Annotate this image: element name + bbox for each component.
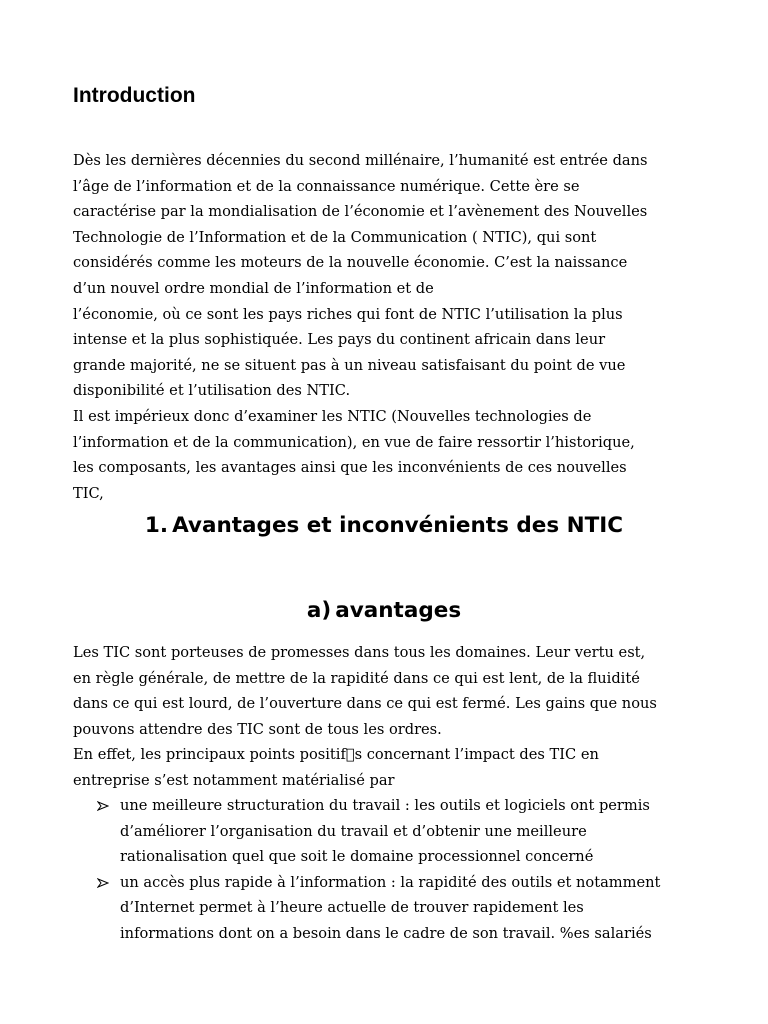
text-line: pouvons attendre des TIC sont de tous les ordres.	[73, 720, 442, 738]
bullet-list	[73, 793, 713, 947]
text-line: en règle générale, de mettre de la rapidité dans ce qui est lent, de la fluidité	[73, 669, 640, 687]
list-item	[73, 793, 713, 870]
text-line: l’âge de l’information et de la connaissance numérique. Cette ère se	[73, 177, 580, 195]
list-item-line: une meilleure structuration du travail : les outils et logiciels ont permis	[120, 797, 650, 814]
body-paragraph	[73, 640, 713, 794]
text-line: l’économie, où ce sont les pays riches qui font de NTIC l’utilisation la plus	[73, 305, 623, 323]
list-item-line: d’améliorer l’organisation du travail et d’obtenir une meilleure	[120, 822, 587, 840]
intro-paragraph	[73, 148, 713, 506]
text-line: Il est impérieux donc d’examiner les NTIC (Nouvelles technologies de	[73, 407, 592, 425]
subsection-letter: a)	[306, 598, 332, 623]
arrowhead-bullet-icon	[97, 801, 109, 811]
text-line: TIC,	[73, 484, 104, 502]
text-line: Les TIC sont porteuses de promesses dans tous les domaines. Leur vertu est,	[73, 644, 646, 661]
list-item-line: rationalisation quel que soit le domaine processionnel concerné	[120, 848, 594, 866]
text-line: Technologie de l’Information et de la Communication ( NTIC), qui sont	[73, 228, 597, 246]
text-line: dans ce qui est lourd, de l’ouverture dans ce qui est fermé. Les gains que nous	[73, 695, 657, 713]
section-number: 1.	[144, 513, 169, 538]
text-line: l’information et de la communication), en vue de faire ressortir l’historique,	[73, 433, 635, 451]
text-line: entreprise s’est notamment matérialisé par	[73, 771, 395, 789]
list-item-line: informations dont on a besoin dans le cadre de son travail. %es salariés	[120, 924, 652, 942]
page-title: Introduction	[73, 84, 196, 107]
section-heading-text: Avantages et inconvénients des NTIC	[172, 513, 624, 538]
text-line: disponibilité et l’utilisation des NTIC.	[73, 382, 351, 400]
list-item-line: un accès plus rapide à l’information : la rapidité des outils et notamment	[120, 873, 661, 891]
text-line: caractérise par la mondialisation de l’économie et l’avènement des Nouvelles	[73, 203, 648, 221]
text-line: intense et la plus sophistiquée. Les pays du continent africain dans leur	[73, 331, 606, 349]
text-line: considérés comme les moteurs de la nouvelle économie. C’est la naissance	[73, 254, 628, 272]
text-line: En effet, les principaux points positif s concernant l’impact des TIC en	[73, 746, 599, 764]
subsection-heading-text: avantages	[335, 598, 462, 623]
list-item-line: d’Internet permet à l’heure actuelle de trouver rapidement les	[120, 899, 584, 917]
section-heading	[0, 512, 768, 540]
text-line: d’un nouvel ordre mondial de l’information et de	[73, 279, 434, 297]
text-line: grande majorité, ne se situent pas à un niveau satisfaisant du point de vue	[73, 356, 626, 374]
arrowhead-bullet-icon	[97, 878, 109, 888]
text-line: Dès les dernières décennies du second millénaire, l’humanité est entrée dans	[73, 152, 648, 169]
text-line: les composants, les avantages ainsi que les inconvénients de ces nouvelles	[73, 459, 627, 477]
list-item	[73, 870, 713, 947]
subsection-heading	[0, 597, 768, 625]
